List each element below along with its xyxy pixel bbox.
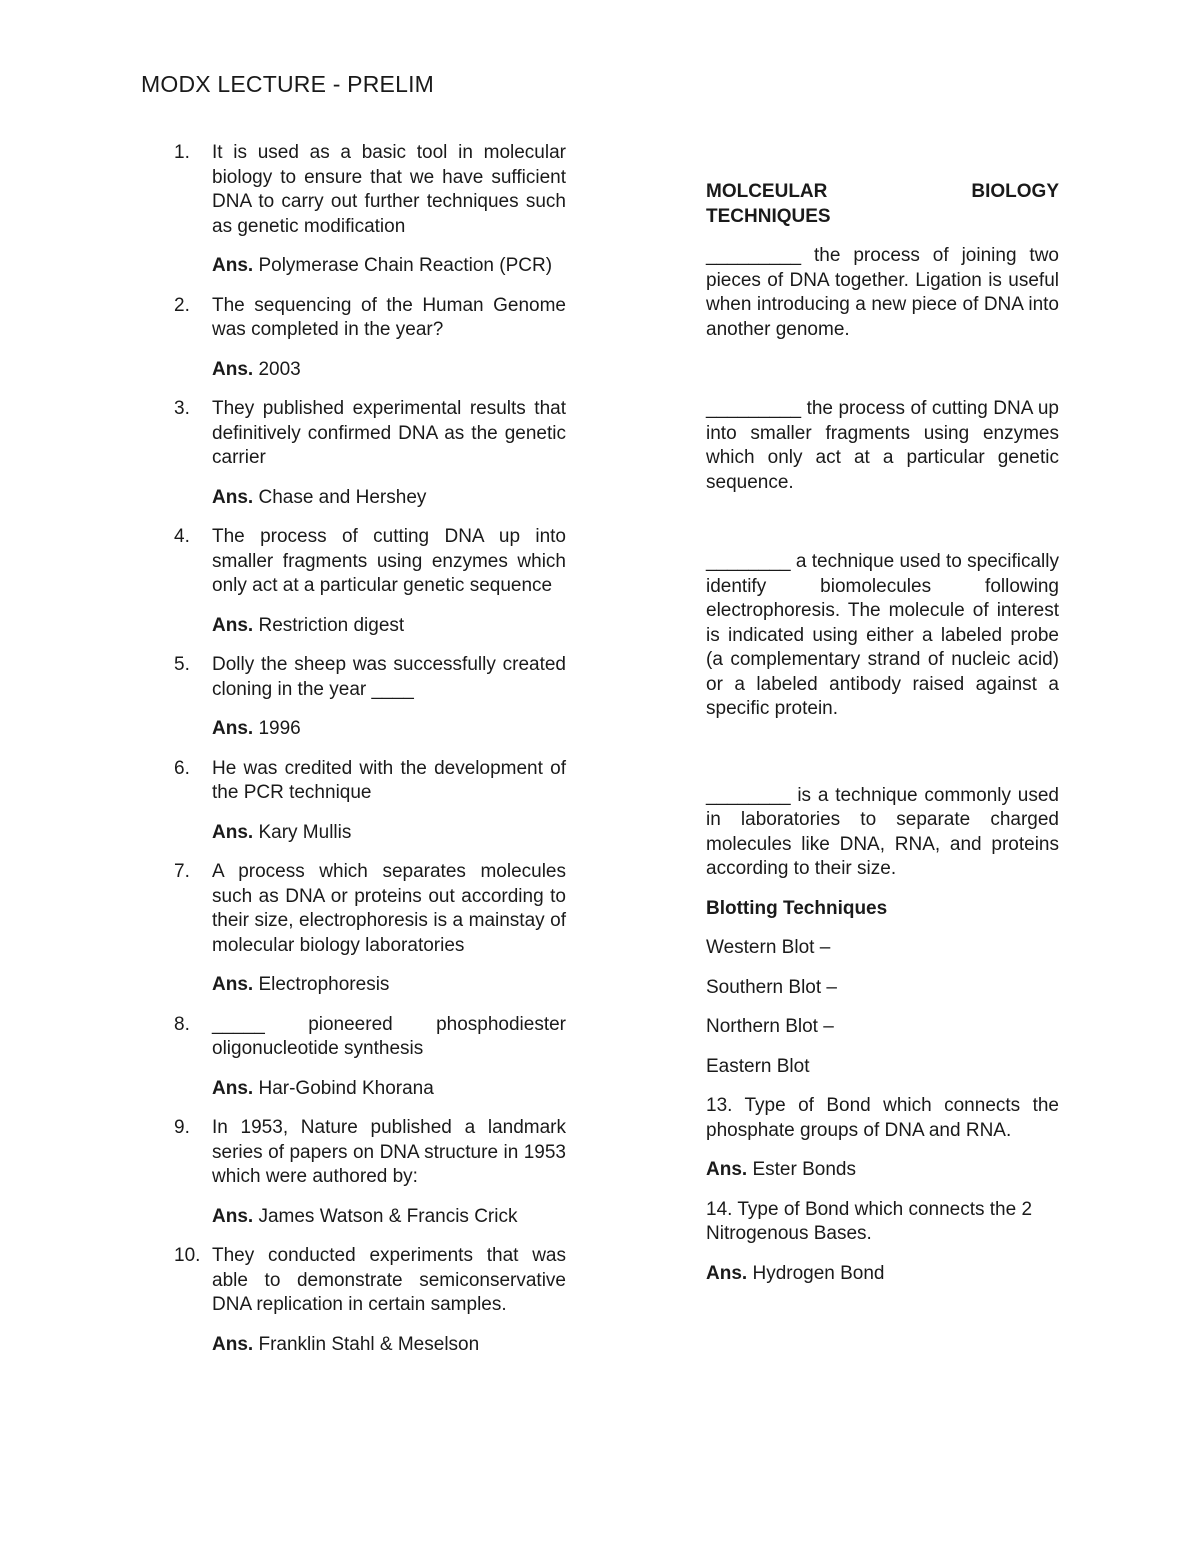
section-heading <box>706 180 1059 229</box>
answer-label: Ans. <box>212 821 254 843</box>
question-item <box>174 860 566 958</box>
blotting-heading: Blotting Techniques <box>706 897 888 919</box>
answer-text: James Watson & Francis Crick <box>253 1205 518 1227</box>
answer-text: Electrophoresis <box>253 974 390 995</box>
technique-paragraph: ________ is a technique commonly used in laboratories to separate charged molecules like DNA, RNA, and proteins according to their size. <box>706 784 1059 879</box>
question-number: 3. <box>174 398 190 419</box>
answer-text: Har-Gobind Khorana <box>253 1077 434 1099</box>
answer-label: Ans. <box>706 1159 748 1180</box>
answer-13 <box>706 1158 1059 1183</box>
answer <box>212 254 566 279</box>
answer-text: Chase and Hershey <box>253 486 427 508</box>
question-number: 9. <box>174 1117 190 1138</box>
question-item <box>174 141 566 239</box>
heading-line-1: MOLCEULAR BIOLOGY <box>706 181 1059 202</box>
answer-text: 2003 <box>253 358 301 380</box>
questions-column <box>174 141 566 1372</box>
answer <box>212 1333 566 1358</box>
question-item <box>174 1116 566 1190</box>
question-text: The process of cutting DNA up into smaller fragments using enzymes which only act at a particular genetic sequence <box>212 526 566 596</box>
question-text: They published experimental results that definitively confirmed DNA as the genetic carrier <box>212 398 566 468</box>
techniques-column <box>706 180 1059 1286</box>
answer <box>212 358 566 383</box>
technique-paragraph: _________ the process of cutting DNA up into smaller fragments using enzymes which only act at a particular genetic sequence. <box>706 398 1059 493</box>
answer <box>212 1077 566 1102</box>
technique-paragraph: _________ the process of joining two pieces of DNA together. Ligation is useful when introducing a new piece of DNA into another genome. <box>706 245 1059 340</box>
question-item <box>174 1244 566 1318</box>
page-title: MODX LECTURE - PRELIM <box>141 71 435 97</box>
answer <box>212 1205 566 1230</box>
answer-label: Ans. <box>212 614 254 636</box>
answer-label: Ans. <box>706 1262 748 1284</box>
question-item <box>174 1013 566 1062</box>
question-number: 7. <box>174 861 190 882</box>
answer-14 <box>706 1262 1059 1287</box>
question-number: 5. <box>174 654 190 675</box>
blot-item: Eastern Blot <box>706 1055 810 1077</box>
question-item <box>174 294 566 343</box>
question-text: The sequencing of the Human Genome was completed in the year? <box>212 294 566 340</box>
answer-label: Ans. <box>212 1077 254 1099</box>
answer-text: 1996 <box>253 718 301 739</box>
answer-label: Ans. <box>212 1333 254 1355</box>
answer <box>212 821 566 846</box>
question-13: 13. Type of Bond which connects the phosphate groups of DNA and RNA. <box>706 1095 1059 1141</box>
question-number: 1. <box>174 142 190 163</box>
blot-item: Western Blot – <box>706 937 831 958</box>
answer-label: Ans. <box>212 358 254 380</box>
question-text: _____ pioneered phosphodiester oligonucleotide synthesis <box>212 1013 566 1059</box>
question-item <box>174 397 566 471</box>
blot-item: Southern Blot – <box>706 976 837 998</box>
heading-line-2: TECHNIQUES <box>706 205 831 227</box>
question-item <box>174 653 566 702</box>
question-number: 8. <box>174 1013 190 1035</box>
question-number: 4. <box>174 526 190 547</box>
question-text: It is used as a basic tool in molecular biology to ensure that we have sufficient DNA to carry out further techniques such as genetic modification <box>212 142 566 237</box>
question-text: A process which separates molecules such as DNA or proteins out according to their size, electrophoresis is a mainstay of molecular biology laboratories <box>212 861 566 956</box>
question-14: 14. Type of Bond which connects the 2 Nitrogenous Bases. <box>706 1198 1033 1244</box>
answer <box>212 614 566 639</box>
question-number: 10. <box>174 1245 201 1266</box>
answer-text: Polymerase Chain Reaction (PCR) <box>253 255 553 276</box>
answer <box>212 717 566 742</box>
question-text: Dolly the sheep was successfully created cloning in the year ____ <box>212 654 566 700</box>
answer-label: Ans. <box>212 486 254 508</box>
answer-text: Franklin Stahl & Meselson <box>253 1333 480 1355</box>
answer <box>212 973 566 998</box>
answer-text: Ester Bonds <box>747 1159 856 1180</box>
question-item <box>174 757 566 806</box>
question-text: They conducted experiments that was able to demonstrate semiconservative DNA replication in certain samples. <box>212 1245 566 1315</box>
answer-label: Ans. <box>212 255 254 276</box>
answer <box>212 486 566 511</box>
question-item <box>174 525 566 599</box>
question-text: He was credited with the development of the PCR technique <box>212 757 566 803</box>
answer-text: Kary Mullis <box>253 821 352 843</box>
question-text: In 1953, Nature published a landmark series of papers on DNA structure in 1953 which were authored by: <box>212 1117 566 1187</box>
answer-text: Hydrogen Bond <box>747 1262 885 1284</box>
question-number: 2. <box>174 294 190 316</box>
answer-text: Restriction digest <box>253 614 405 636</box>
answer-label: Ans. <box>212 718 254 739</box>
question-number: 6. <box>174 757 190 779</box>
blot-item: Northern Blot – <box>706 1016 834 1037</box>
answer-label: Ans. <box>212 1205 254 1227</box>
answer-label: Ans. <box>212 974 254 995</box>
technique-paragraph: ________ a technique used to specifically identify biomolecules following electrophoresis. The molecule of interest is indicated using either a labeled probe (a complementary strand of nucleic acid) or a labeled antibody raised against a specific protein. <box>706 551 1059 719</box>
